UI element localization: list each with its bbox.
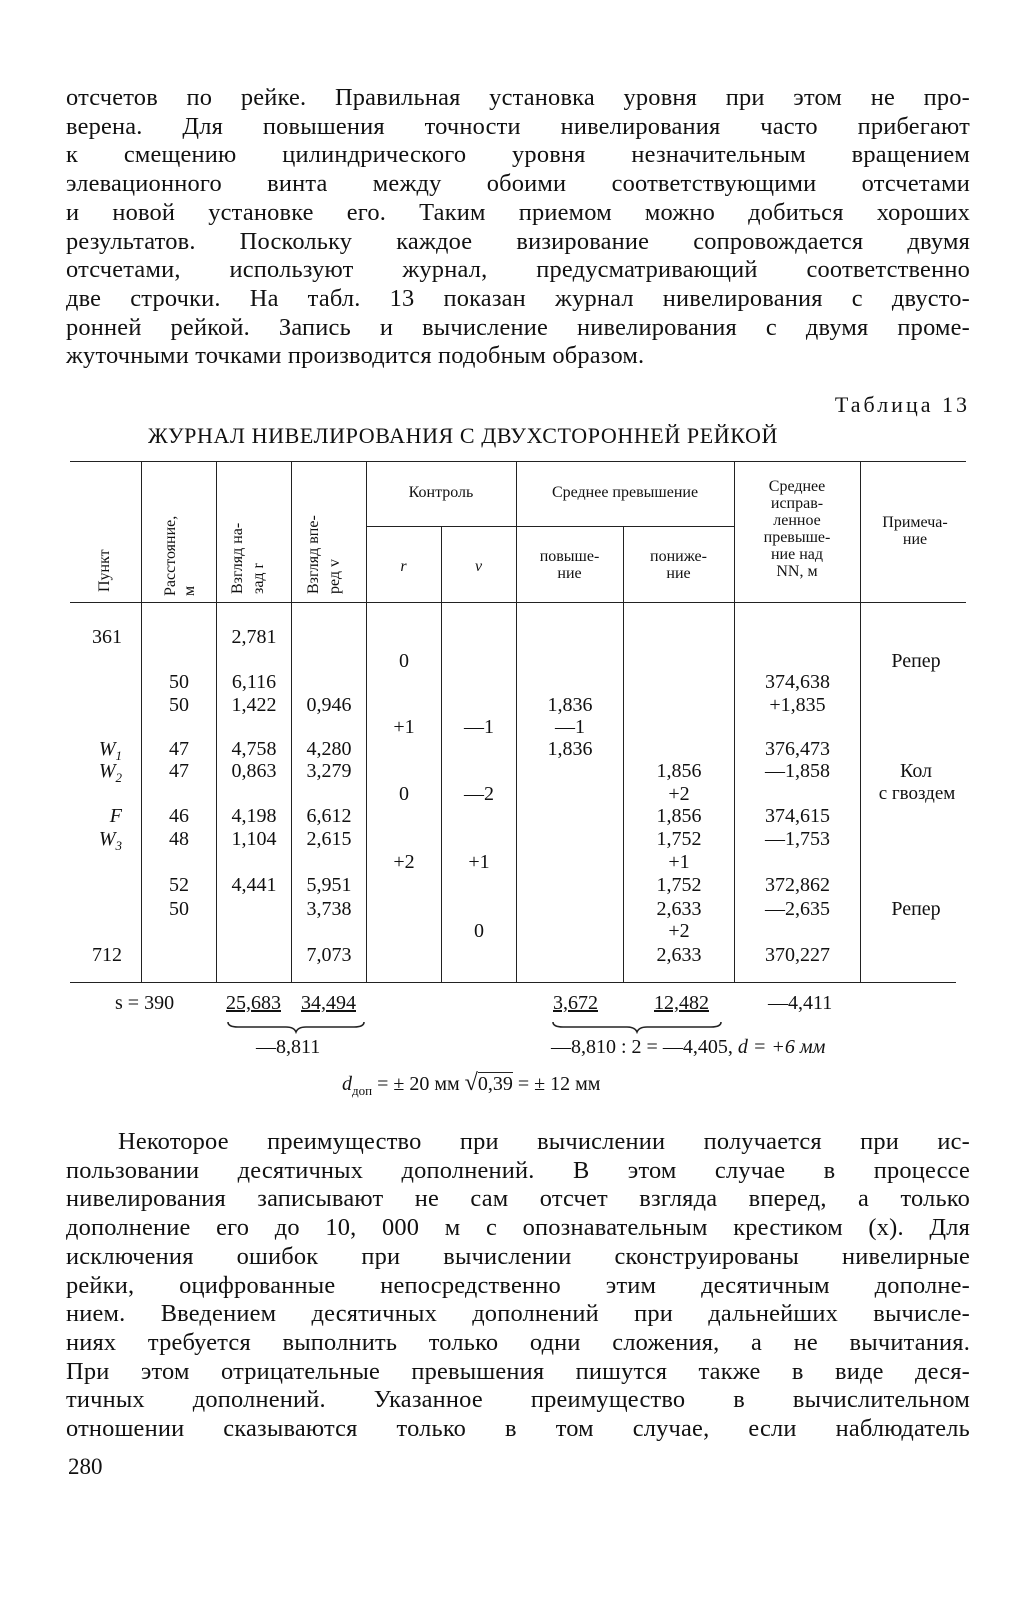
point-w1-letter: W	[98, 738, 116, 760]
text-line: При этом отрицательные превышения пишутся также в виде деся-	[66, 1357, 970, 1385]
note-cell: Репер	[891, 650, 941, 672]
body-paragraph	[66, 1128, 970, 1444]
header-distance-line2: м	[181, 585, 198, 596]
backsight-cell: 4,758	[231, 738, 277, 760]
control-r-cell: +1	[393, 716, 415, 738]
control-v-cell: 0	[474, 920, 484, 942]
text-line: верена. Для повышения точности нивелирования часто прибегают	[66, 112, 970, 140]
height-cell: 370,227	[765, 944, 830, 966]
summary-misclosure: d = +6 мм	[737, 1036, 826, 1058]
distance-cell: 50	[169, 898, 189, 920]
foresight-cell: 7,073	[306, 944, 352, 966]
table-title: ЖУРНАЛ НИВЕЛИРОВАНИЯ С ДВУХСТОРОННЕЙ РЕЙКОЙ	[148, 423, 778, 448]
header-foresight-line1: Взгляд впе-	[305, 515, 322, 594]
note-cell: Репер	[891, 898, 941, 920]
height-cell: 374,638	[765, 671, 830, 693]
point-w3-index: 3	[115, 838, 122, 853]
summary-fall: 12,482	[654, 992, 709, 1014]
text-line: Некоторое преимущество при вычислении получается при ис-	[118, 1128, 970, 1155]
text-line: отсчетов по рейке. Правильная установка уровня при этом не про-	[66, 84, 970, 111]
point-712: 712	[92, 944, 122, 966]
header-mean-difference: Среднее превышение	[551, 484, 699, 501]
text-line: пользовании десятичных дополнений. В этом случае в процессе	[66, 1156, 970, 1184]
fall-cell: 2,633	[656, 944, 702, 966]
fall-cell: +2	[668, 920, 690, 942]
header-note: Примеча- ние	[882, 514, 948, 548]
summary-calc-text: —8,810 : 2 = —4,405,	[551, 1036, 733, 1058]
header-bottom-rule	[70, 602, 966, 603]
foresight-cell: 5,951	[306, 874, 352, 896]
text-line: рейки, оцифрованные непосредственно этим десятичным дополне-	[66, 1271, 970, 1299]
control-r-cell: 0	[399, 650, 409, 672]
tolerance-symbol: d	[342, 1073, 352, 1095]
sqrt-sign-icon: √	[464, 1070, 478, 1096]
summary-rise: 3,672	[553, 992, 598, 1014]
text-line: ронней рейкой. Запись и вычисление нивелирования с двумя проме-	[66, 313, 970, 341]
backsight-cell: 4,198	[231, 805, 277, 827]
table-top-rule	[70, 461, 966, 462]
text-line: жуточными точками производится подобным образом.	[66, 342, 645, 370]
text-line: к смещению цилиндрического уровня незначительным вращением	[66, 141, 970, 169]
summary-tolerance	[342, 1070, 600, 1099]
column-divider	[441, 527, 442, 982]
fall-cell: 1,752	[656, 874, 702, 896]
point-w3	[70, 828, 122, 857]
backsight-cell: 1,422	[231, 694, 277, 716]
summary-distance: s = 390	[115, 992, 175, 1014]
text-line: отношении сказываются только в том случае, если наблюдатель	[66, 1415, 970, 1443]
control-v-cell: —2	[464, 783, 494, 805]
fall-cell: 2,633	[656, 898, 702, 920]
note-cell: Кол	[899, 760, 933, 782]
text-line: элевационного винта между обоими соответствующими отсчетами	[66, 170, 970, 198]
foresight-cell: 3,279	[306, 760, 352, 782]
header-point: Пункт	[96, 549, 113, 592]
distance-cell: 48	[169, 828, 189, 850]
fall-cell: 1,856	[656, 805, 702, 827]
header-control-r: r	[400, 558, 407, 575]
header-control: Контроль	[408, 484, 474, 501]
text-line: тичных дополнений. Указанное преимущество в вычислительном	[66, 1386, 970, 1414]
header-foresight-line2: ред v	[326, 558, 343, 594]
text-line: исключения ошибок при вычислении сконструированы нивелирные	[66, 1242, 970, 1270]
height-cell: —2,635	[765, 898, 830, 920]
height-cell: +1,835	[769, 694, 826, 716]
header-distance-line1: Расстояние,	[162, 515, 179, 596]
point-w2	[70, 760, 122, 789]
text-line: отсчетами, используют журнал, предусматривающий соответственно	[66, 256, 970, 284]
text-line: ниях требуется выполнить только одни сложения, а не вычитания.	[66, 1328, 970, 1356]
distance-cell: 47	[169, 738, 189, 760]
header-backsight-line2: зад r	[250, 563, 267, 594]
text-line: нивелирования записывают не сам отсчет взгляда вперед, а только	[66, 1185, 970, 1213]
height-cell: 372,862	[765, 874, 830, 896]
summary-foresight: 34,494	[301, 992, 356, 1014]
header-corrected: Среднее исправ- ленное превыше- ние над NN, м	[763, 478, 831, 580]
header-fall: пониже- ние	[650, 548, 707, 582]
backsight-cell: 2,781	[231, 626, 277, 648]
table-bottom-rule	[70, 982, 956, 983]
column-divider	[216, 462, 217, 982]
foresight-cell: 3,738	[306, 898, 352, 920]
control-r-cell: 0	[399, 783, 409, 805]
header-rise: повыше- ние	[539, 548, 600, 582]
tolerance-right: = ± 12 мм	[517, 1073, 601, 1095]
summary-brace-left	[226, 1020, 366, 1034]
tolerance-subscript: доп	[352, 1083, 373, 1098]
backsight-cell: 6,116	[231, 671, 277, 693]
backsight-cell: 0,863	[231, 760, 277, 782]
height-cell: —1,858	[765, 760, 830, 782]
summary-backsight: 25,683	[226, 992, 281, 1014]
foresight-cell: 4,280	[306, 738, 352, 760]
rise-cell: 1,836	[547, 738, 593, 760]
control-r-cell: +2	[393, 851, 415, 873]
height-cell: 374,615	[765, 805, 830, 827]
point-f: F	[109, 805, 122, 827]
summary-brace-right	[551, 1020, 723, 1034]
backsight-cell: 4,441	[231, 874, 277, 896]
header-control-v: v	[474, 558, 483, 575]
fall-cell: 1,856	[656, 760, 702, 782]
fall-cell: 1,752	[656, 828, 702, 850]
tolerance-left: = ± 20 мм	[377, 1073, 460, 1095]
header-backsight-line1: Взгляд на-	[229, 522, 246, 594]
distance-cell: 52	[169, 874, 189, 896]
page-number: 280	[68, 1454, 103, 1479]
summary-difference: —8,811	[256, 1036, 321, 1058]
height-cell: —1,753	[765, 828, 830, 850]
text-line: две строчки. На табл. 13 показан журнал нивелирования с двусто-	[66, 284, 970, 312]
point-w1-index: 1	[115, 748, 122, 763]
height-cell: 376,473	[765, 738, 830, 760]
text-line: нием. Введением десятичных дополнений при дальнейших вычисле-	[66, 1300, 970, 1328]
sqrt-argument: 0,39	[477, 1073, 513, 1095]
point-w3-letter: W	[98, 828, 116, 850]
point-361: 361	[92, 626, 122, 648]
foresight-cell: 2,615	[306, 828, 352, 850]
point-w2-letter: W	[98, 760, 116, 782]
fall-cell: +1	[668, 851, 690, 873]
header-subrule	[366, 526, 734, 527]
backsight-cell: 1,104	[231, 828, 277, 850]
distance-cell: 50	[169, 671, 189, 693]
fall-cell: +2	[668, 783, 690, 805]
intro-paragraph	[66, 84, 970, 371]
rise-cell: 1,836	[547, 694, 593, 716]
point-w2-index: 2	[115, 770, 122, 785]
distance-cell: 47	[169, 760, 189, 782]
distance-cell: 50	[169, 694, 189, 716]
summary-calculation	[551, 1036, 825, 1059]
control-v-cell: —1	[464, 716, 494, 738]
table-label: Таблица 13	[834, 392, 970, 417]
summary-corrected: —4,411	[768, 992, 833, 1014]
text-line: и новой установке его. Таким приемом можно добиться хороших	[66, 198, 970, 226]
foresight-cell: 0,946	[306, 694, 352, 716]
control-v-cell: +1	[468, 851, 490, 873]
rise-cell: —1	[555, 716, 585, 738]
note-cell: с гвоздем	[878, 783, 956, 804]
text-line: результатов. Поскольку каждое визирование сопровождается двумя	[66, 227, 970, 255]
distance-cell: 46	[169, 805, 189, 827]
foresight-cell: 6,612	[306, 805, 352, 827]
text-line: дополнение его до 10, 000 м с опознавательным крестиком (x). Для	[66, 1214, 970, 1242]
